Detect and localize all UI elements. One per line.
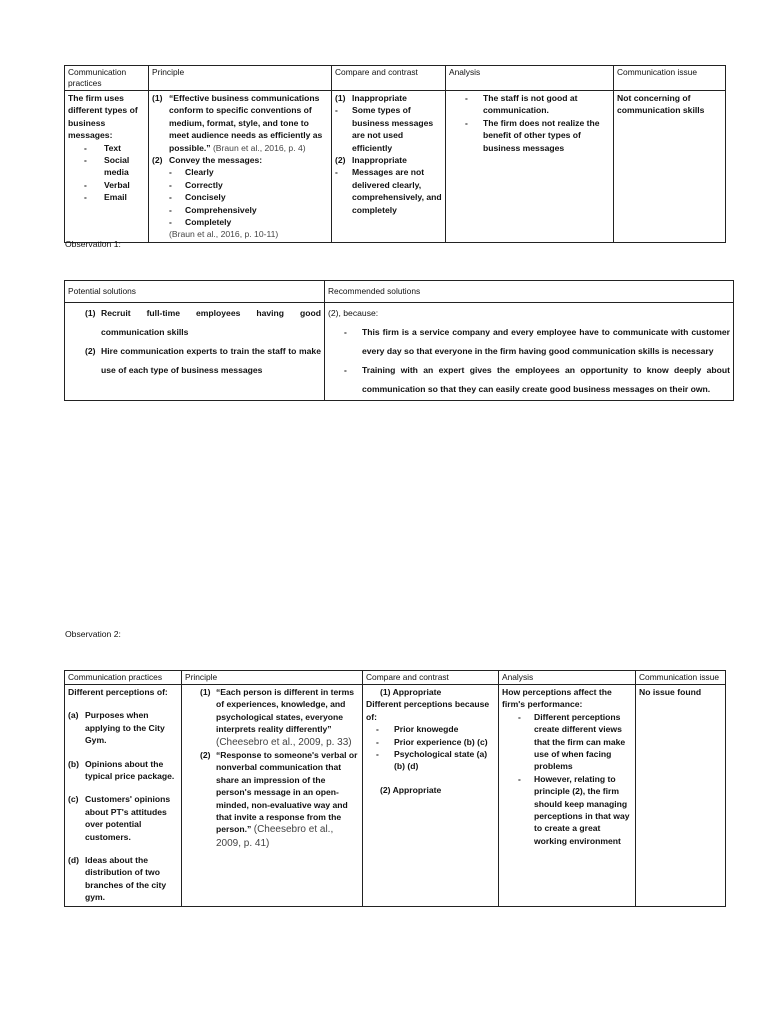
compare-cell — [363, 685, 499, 907]
principle-1: (1) “Each person is different in terms of experiences, knowledge, and psychological states, everyone interprets reality differently” (Cheesebro et al., 2009, p. 33) — [200, 687, 355, 748]
table-row — [65, 91, 726, 243]
analysis-cell — [446, 91, 614, 243]
compare-cell — [332, 91, 446, 243]
principle-2: (2) “Response to someone's verbal or nonverbal communication that share an impression of the person's message in an open-minded, non-evaluative way and that invite a response from the person.” (Cheesebro et al., 2009, p. 41) — [200, 750, 358, 849]
list-item: - Training with an expert gives the employees an opportunity to know deeply about communication so that they can easily create good business messages on their own. — [344, 365, 730, 394]
citation: (Cheesebro et al., 2009, p. 33) — [216, 736, 352, 748]
issue-cell: Not concerning of communication skills — [614, 91, 726, 243]
list-item: - Text — [84, 142, 122, 153]
list-item: - Email — [84, 192, 127, 203]
principle-2: (2) Convey the messages: — [152, 155, 263, 166]
principle-1: (1) “Effective business communications conform to specific conventions of medium, format, style, and tone to meet audience needs as efficiently as possible.” (Braun et al., 2016, p. 4) — [152, 93, 323, 153]
list-item: - Prior knowegde — [376, 724, 459, 735]
citation: (Braun et al., 2016, p. 4) — [212, 142, 306, 153]
recommended-solutions-cell — [325, 303, 734, 401]
list-item: - Comprehensively — [169, 204, 257, 215]
practices-cell — [65, 685, 182, 907]
header-analysis: Analysis — [499, 671, 636, 685]
compare-2-title: (2) Appropriate — [380, 784, 442, 795]
compare-1-title: (1) Inappropriate — [335, 93, 407, 103]
practice-intro: The firm uses different types of business messages: — [68, 93, 138, 141]
header-compare-and-contrast: Compare and contrast — [332, 66, 446, 91]
header-principle: Principle — [182, 671, 363, 685]
issue-cell: No issue found — [636, 685, 726, 907]
citation: (Cheesebro et al., 2009, p. 41) — [216, 824, 334, 849]
principle-cell — [149, 91, 332, 243]
header-communication-issue: Communication issue — [636, 671, 726, 685]
list-item: - The staff is not good at communication. — [465, 93, 578, 116]
observation-1-label: Observation 1: — [65, 239, 121, 249]
list-item: (a) Purposes when applying to the City Gym. — [68, 710, 165, 746]
list-item: - The firm does not realize the benefit of other types of business messages — [465, 117, 600, 153]
list-item: - Concisely — [169, 192, 226, 203]
practices-cell — [65, 91, 149, 243]
list-item: - Correctly — [169, 179, 223, 190]
observation-1-table — [64, 65, 726, 243]
list-item: - However, relating to principle (2), the firm should keep managing perceptions in that way to create a great working environment — [518, 773, 630, 846]
compare-2-title: (2) Inappropriate — [335, 155, 407, 166]
recommended-intro: (2), because: — [328, 308, 379, 318]
table-row — [65, 685, 726, 907]
analysis-cell — [499, 685, 636, 907]
practice-intro: Different perceptions of: — [68, 687, 168, 697]
list-item: - Social media — [84, 155, 130, 178]
compare-intro: Different perceptions because of: — [366, 699, 490, 722]
compare-1-title: (1) Appropriate — [380, 687, 442, 697]
solutions-table — [64, 280, 734, 401]
citation: (Braun et al., 2016, p. 10-11) — [169, 229, 279, 240]
header-communication-practices: Communication practices — [65, 66, 149, 91]
list-item: (1) Recruit full-time employees having good communication skills — [85, 308, 321, 337]
header-principle: Principle — [149, 66, 332, 91]
list-item: - This firm is a service company and every employee have to communicate with customer every day so that everyone in the firm having good communication skills is necessary — [344, 327, 730, 356]
list-item: - Clearly — [169, 167, 214, 178]
table-header-row — [65, 66, 726, 91]
list-item: - Completely — [169, 217, 232, 228]
principle-cell — [182, 685, 363, 907]
table-header-row — [65, 671, 726, 685]
list-item: (c) Customers' opinions about PT's attitudes over potential customers. — [68, 794, 171, 842]
list-item: (2) Hire communication experts to train the staff to make use of each type of business messages — [85, 346, 321, 375]
header-recommended-solutions: Recommended solutions — [325, 281, 734, 303]
list-item: - Verbal — [84, 179, 130, 190]
analysis-intro: How perceptions affect the firm's performance: — [502, 687, 612, 710]
potential-solutions-cell — [65, 303, 325, 401]
observation-2-label: Observation 2: — [65, 629, 121, 639]
list-item: - Some types of business messages are not used efficiently — [335, 105, 434, 153]
header-potential-solutions: Potential solutions — [65, 281, 325, 303]
list-item: - Prior experience (b) (c) — [376, 736, 488, 747]
table-row — [65, 303, 734, 401]
list-item: (d) Ideas about the distribution of two branches of the city gym. — [68, 855, 167, 903]
header-communication-practices: Communication practices — [65, 671, 182, 685]
list-item: (b) Opinions about the typical price package. — [68, 758, 175, 782]
list-item: - Messages are not delivered clearly, comprehensively, and completely — [335, 167, 442, 215]
list-item: - Psychological state (a) (b) (d) — [376, 749, 488, 772]
header-communication-issue: Communication issue — [614, 66, 726, 91]
list-item: - Different perceptions create different views that the firm can make use of when facing problems — [518, 711, 626, 772]
header-analysis: Analysis — [446, 66, 614, 91]
observation-2-table — [64, 670, 726, 907]
table-header-row — [65, 281, 734, 303]
header-compare-and-contrast: Compare and contrast — [363, 671, 499, 685]
